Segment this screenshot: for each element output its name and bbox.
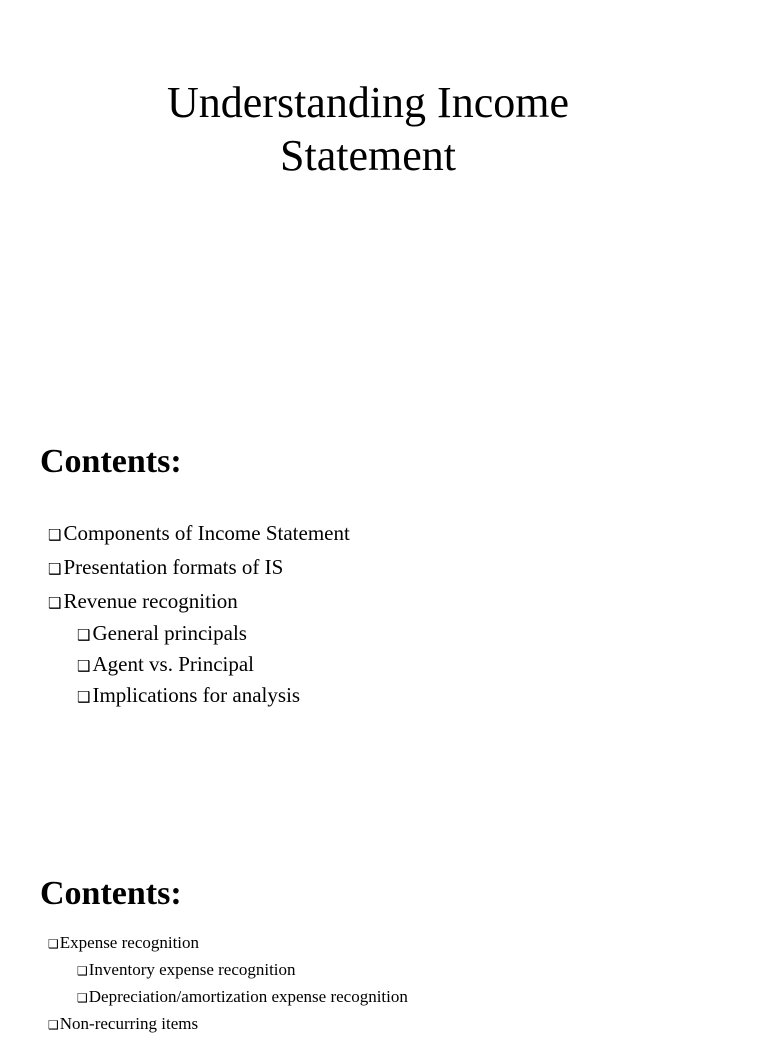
list-item	[77, 650, 350, 681]
list-item	[77, 681, 350, 712]
contents-heading-1: Contents:	[40, 443, 182, 480]
checkbox-outline-icon: ❑	[48, 594, 62, 612]
list-item	[48, 1011, 408, 1038]
title-line-1: Understanding Income	[167, 78, 569, 127]
list-item	[48, 585, 350, 619]
checkbox-outline-icon: ❑	[77, 657, 91, 675]
list-item	[77, 984, 408, 1011]
list-item-label: Inventory expense recognition	[88, 960, 296, 979]
list-item	[77, 619, 350, 650]
checkbox-outline-icon: ❑	[48, 526, 62, 544]
contents-list-2	[48, 930, 408, 1038]
list-item	[48, 517, 350, 551]
list-item-label: Agent vs. Principal	[92, 652, 255, 676]
list-item	[77, 957, 408, 984]
list-item-label: Revenue recognition	[63, 589, 238, 613]
title-line-2: Statement	[280, 131, 456, 180]
list-item-label: Depreciation/amortization expense recognition	[88, 987, 408, 1006]
checkbox-outline-icon: ❑	[77, 991, 88, 1005]
checkbox-outline-icon: ❑	[48, 560, 62, 578]
checkbox-outline-icon: ❑	[77, 688, 91, 706]
list-item-label: Presentation formats of IS	[63, 555, 284, 579]
list-item-label: Non-recurring items	[59, 1014, 199, 1033]
checkbox-outline-icon: ❑	[77, 626, 91, 644]
page-title	[0, 76, 736, 182]
list-item	[48, 551, 350, 585]
contents-list-1	[48, 517, 350, 712]
list-item-label: Components of Income Statement	[63, 521, 350, 545]
contents-heading-2: Contents:	[40, 875, 182, 912]
list-item-label: General principals	[92, 621, 247, 645]
checkbox-outline-icon: ❑	[48, 937, 59, 951]
list-item-label: Expense recognition	[59, 933, 200, 952]
checkbox-outline-icon: ❑	[48, 1018, 59, 1032]
list-item-label: Implications for analysis	[92, 683, 301, 707]
checkbox-outline-icon: ❑	[77, 964, 88, 978]
list-item	[48, 930, 408, 957]
